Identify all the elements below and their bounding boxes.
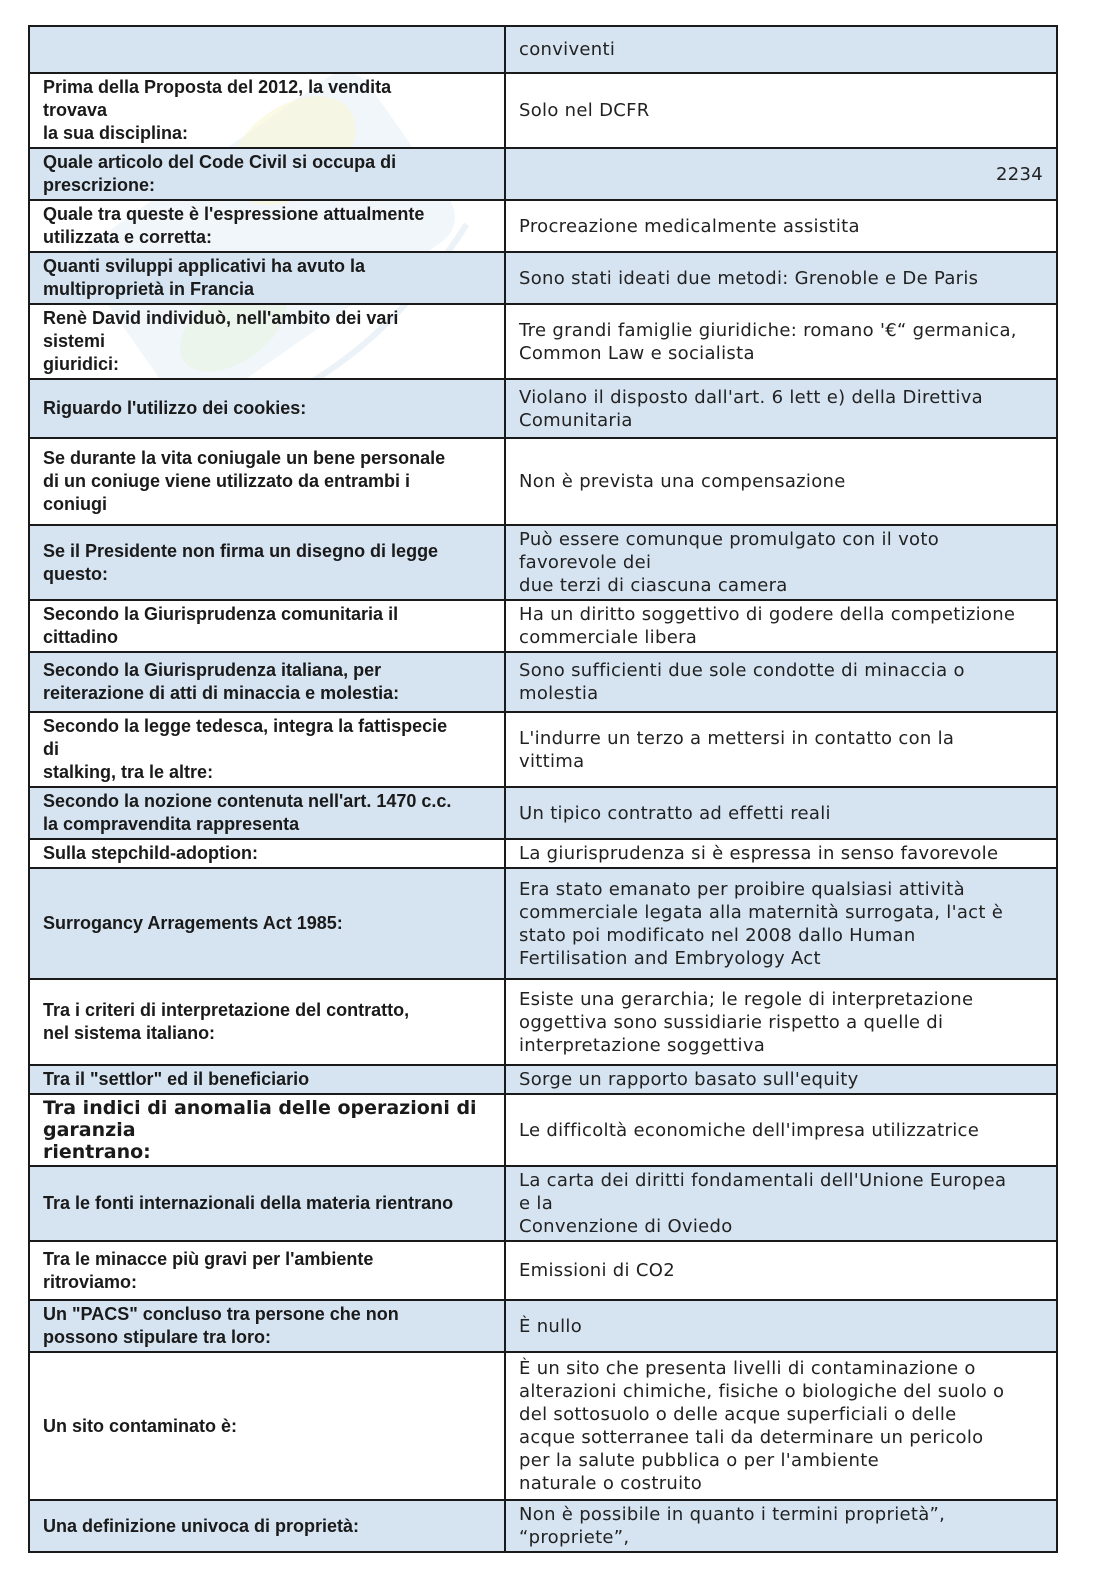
answer-line: Può essere comunque promulgato con il voto bbox=[519, 529, 940, 550]
question-cell bbox=[29, 1300, 505, 1352]
question-line: prescrizione: bbox=[43, 175, 156, 195]
answer-line: Convenzione di Oviedo bbox=[519, 1216, 733, 1237]
answer-cell bbox=[505, 1094, 1057, 1166]
answer-line: Non è prevista una compensazione bbox=[519, 471, 846, 492]
question-line: Quanti sviluppi applicativi ha avuto la bbox=[43, 256, 366, 276]
answer-line: Tre grandi famiglie giuridiche: romano '€“ germanica, bbox=[519, 319, 1017, 341]
question-line: rientrano: bbox=[43, 1141, 151, 1163]
table-row bbox=[29, 304, 1057, 379]
answer-line: oggettiva sono sussidiarie rispetto a quelle di bbox=[519, 1011, 944, 1033]
answer-cell bbox=[505, 379, 1057, 438]
answer-line: Non è possibile in quanto i termini proprietà”, bbox=[519, 1504, 946, 1525]
answer-line: commerciale libera bbox=[519, 627, 698, 648]
question-line: Quale tra queste è l'espressione attualmente bbox=[43, 204, 425, 224]
answer-line: È nullo bbox=[519, 1315, 583, 1337]
question-cell bbox=[29, 304, 505, 379]
question-line: utilizzata e corretta: bbox=[43, 227, 213, 247]
question-cell bbox=[29, 252, 505, 304]
question-line: stalking, tra le altre: bbox=[43, 762, 214, 782]
question-cell bbox=[29, 600, 505, 652]
answer-line: Un tipico contratto ad effetti reali bbox=[519, 802, 831, 824]
answer-line: Era stato emanato per proibire qualsiasi attività bbox=[519, 878, 965, 900]
answer-cell bbox=[505, 787, 1057, 839]
question-line: di un coniuge viene utilizzato da entrambi i bbox=[43, 471, 411, 491]
table-row bbox=[29, 652, 1057, 712]
question-line: questo: bbox=[43, 563, 108, 584]
table-row bbox=[29, 1065, 1057, 1094]
answer-cell bbox=[505, 1352, 1057, 1500]
question-cell bbox=[29, 839, 505, 868]
answer-line: molestia bbox=[519, 683, 599, 704]
question-line: Una definizione univoca di proprietà: bbox=[43, 1515, 360, 1536]
question-line: Tra il "settlor" ed il beneficiario bbox=[43, 1069, 310, 1089]
question-line: Renè David individuò, nell'ambito dei vari bbox=[43, 308, 399, 328]
question-cell bbox=[29, 1241, 505, 1300]
table-row bbox=[29, 712, 1057, 787]
answer-line: L'indurre un terzo a mettersi in contatto con la bbox=[519, 727, 955, 749]
question-line: reiterazione di atti di minaccia e molestia: bbox=[43, 683, 400, 703]
answer-line: Sono stati ideati due metodi: Grenoble e De Paris bbox=[519, 267, 979, 289]
answer-line: vittima bbox=[519, 750, 585, 772]
answer-cell bbox=[505, 839, 1057, 868]
answer-line: acque sotterranee tali da determinare un pericolo bbox=[519, 1427, 984, 1448]
answer-cell bbox=[505, 73, 1057, 148]
question-cell bbox=[29, 1352, 505, 1500]
question-line: trovava bbox=[43, 100, 108, 120]
answer-cell bbox=[505, 438, 1057, 525]
table-row bbox=[29, 600, 1057, 652]
question-line: Tra le minacce più gravi per l'ambiente bbox=[43, 1248, 374, 1269]
answer-cell bbox=[505, 252, 1057, 304]
table-row bbox=[29, 1166, 1057, 1241]
question-cell bbox=[29, 73, 505, 148]
table-row bbox=[29, 73, 1057, 148]
answer-line: Emissioni di CO2 bbox=[519, 1260, 675, 1281]
question-line: Se il Presidente non firma un disegno di legge bbox=[43, 540, 439, 561]
answer-cell bbox=[505, 1241, 1057, 1300]
question-line: garanzia bbox=[43, 1119, 136, 1141]
answer-line: Solo nel DCFR bbox=[519, 100, 650, 121]
answer-line: due terzi di ciascuna camera bbox=[519, 575, 788, 596]
question-line: sistemi bbox=[43, 331, 106, 351]
answer-line: Procreazione medicalmente assistita bbox=[519, 215, 860, 237]
answer-line: Violano il disposto dall'art. 6 lett e) della Direttiva bbox=[519, 386, 983, 408]
answer-cell bbox=[505, 1166, 1057, 1241]
table-row bbox=[29, 438, 1057, 525]
table-row bbox=[29, 1500, 1057, 1552]
question-cell bbox=[29, 1094, 505, 1166]
table-row bbox=[29, 200, 1057, 252]
answer-line: La giurisprudenza si è espressa in senso favorevole bbox=[519, 843, 999, 864]
answer-line: del sottosuolo o delle acque superficiali o delle bbox=[519, 1404, 957, 1425]
question-line: coniugi bbox=[43, 494, 107, 514]
table-row bbox=[29, 26, 1057, 73]
answer-line: Le difficoltà economiche dell'impresa utilizzatrice bbox=[519, 1119, 980, 1141]
question-line: giuridici: bbox=[43, 354, 119, 374]
table-row bbox=[29, 1241, 1057, 1300]
table-row bbox=[29, 252, 1057, 304]
question-cell bbox=[29, 1065, 505, 1094]
answer-cell bbox=[505, 148, 1057, 200]
answer-line: Comunitaria bbox=[519, 409, 633, 431]
question-line: nel sistema italiano: bbox=[43, 1023, 216, 1043]
table-row bbox=[29, 1300, 1057, 1352]
table-row bbox=[29, 148, 1057, 200]
question-line: la compravendita rappresenta bbox=[43, 814, 300, 834]
question-line: Tra le fonti internazionali della materia rientrano bbox=[43, 1193, 454, 1213]
answer-cell bbox=[505, 712, 1057, 787]
question-line: Un sito contaminato è: bbox=[43, 1415, 238, 1436]
table-row bbox=[29, 839, 1057, 868]
answer-line: e la bbox=[519, 1193, 554, 1214]
question-cell bbox=[29, 148, 505, 200]
answer-cell bbox=[505, 979, 1057, 1065]
question-line: Secondo la legge tedesca, integra la fattispecie bbox=[43, 716, 448, 736]
answer-line: Esiste una gerarchia; le regole di interpretazione bbox=[519, 988, 974, 1010]
table-row bbox=[29, 525, 1057, 600]
answer-line: alterazioni chimiche, fisiche o biologiche del suolo o bbox=[519, 1381, 1005, 1402]
table-row bbox=[29, 868, 1057, 979]
question-cell bbox=[29, 379, 505, 438]
answer-line: naturale o costruito bbox=[519, 1473, 703, 1494]
answer-line: commerciale legata alla maternità surrogata, l'act è bbox=[519, 901, 1004, 923]
question-line: Un "PACS" concluso tra persone che non bbox=[43, 1304, 399, 1324]
table-row bbox=[29, 787, 1057, 839]
answer-line: Sorge un rapporto basato sull'equity bbox=[519, 1069, 859, 1090]
question-cell bbox=[29, 712, 505, 787]
question-line: Surrogancy Arragements Act 1985: bbox=[43, 913, 343, 933]
answer-cell bbox=[505, 304, 1057, 379]
question-line: Secondo la nozione contenuta nell'art. 1470 c.c. bbox=[43, 791, 452, 811]
question-cell bbox=[29, 787, 505, 839]
question-cell bbox=[29, 438, 505, 525]
answer-cell bbox=[505, 525, 1057, 600]
answer-line: Common Law e socialista bbox=[519, 342, 755, 364]
answer-line: “propriete”, bbox=[519, 1527, 630, 1548]
question-line: Sulla stepchild-adoption: bbox=[43, 843, 258, 863]
answer-line: stato poi modificato nel 2008 dallo Human bbox=[519, 924, 916, 946]
answer-cell bbox=[505, 868, 1057, 979]
table-row bbox=[29, 379, 1057, 438]
answer-line: favorevole dei bbox=[519, 552, 652, 573]
answer-line: per la salute pubblica o per l'ambiente bbox=[519, 1450, 879, 1471]
answer-line: La carta dei diritti fondamentali dell'Unione Europea bbox=[519, 1170, 1007, 1191]
answer-line: Fertilisation and Embryology Act bbox=[519, 947, 821, 969]
question-cell bbox=[29, 1500, 505, 1552]
question-line: Tra i criteri di interpretazione del contratto, bbox=[43, 1000, 410, 1020]
question-line: possono stipulare tra loro: bbox=[43, 1327, 272, 1347]
question-cell bbox=[29, 868, 505, 979]
question-line: Riguardo l'utilizzo dei cookies: bbox=[43, 398, 307, 418]
question-line: multiproprietà in Francia bbox=[43, 279, 255, 299]
answer-line: interpretazione soggettiva bbox=[519, 1034, 766, 1056]
answer-cell bbox=[505, 200, 1057, 252]
answer-cell bbox=[505, 652, 1057, 712]
question-line: Se durante la vita coniugale un bene personale bbox=[43, 448, 446, 468]
question-line: Secondo la Giurisprudenza italiana, per bbox=[43, 660, 382, 680]
answer-line: 2234 bbox=[995, 163, 1043, 185]
question-cell bbox=[29, 26, 505, 73]
question-cell bbox=[29, 525, 505, 600]
table-row bbox=[29, 979, 1057, 1065]
question-line: cittadino bbox=[43, 627, 118, 647]
answer-line: Ha un diritto soggettivo di godere della competizione bbox=[519, 604, 1016, 625]
qa-table bbox=[28, 25, 1058, 1553]
answer-line: conviventi bbox=[519, 39, 616, 60]
question-line: di bbox=[43, 739, 59, 759]
question-line: Tra indici di anomalia delle operazioni di bbox=[43, 1097, 477, 1119]
answer-cell bbox=[505, 1065, 1057, 1094]
question-cell bbox=[29, 652, 505, 712]
question-cell bbox=[29, 200, 505, 252]
table-row bbox=[29, 1352, 1057, 1500]
question-cell bbox=[29, 979, 505, 1065]
answer-cell bbox=[505, 1500, 1057, 1552]
question-line: ritroviamo: bbox=[43, 1271, 138, 1292]
answer-cell bbox=[505, 1300, 1057, 1352]
answer-line: Sono sufficienti due sole condotte di minaccia o bbox=[519, 660, 965, 681]
question-line: Quale articolo del Code Civil si occupa di bbox=[43, 152, 397, 172]
answer-line: È un sito che presenta livelli di contaminazione o bbox=[519, 1358, 976, 1379]
question-cell bbox=[29, 1166, 505, 1241]
question-line: Secondo la Giurisprudenza comunitaria il bbox=[43, 604, 399, 624]
question-line: Prima della Proposta del 2012, la vendita bbox=[43, 77, 392, 97]
question-line: la sua disciplina: bbox=[43, 123, 189, 143]
answer-cell bbox=[505, 600, 1057, 652]
table-row bbox=[29, 1094, 1057, 1166]
answer-cell bbox=[505, 26, 1057, 73]
